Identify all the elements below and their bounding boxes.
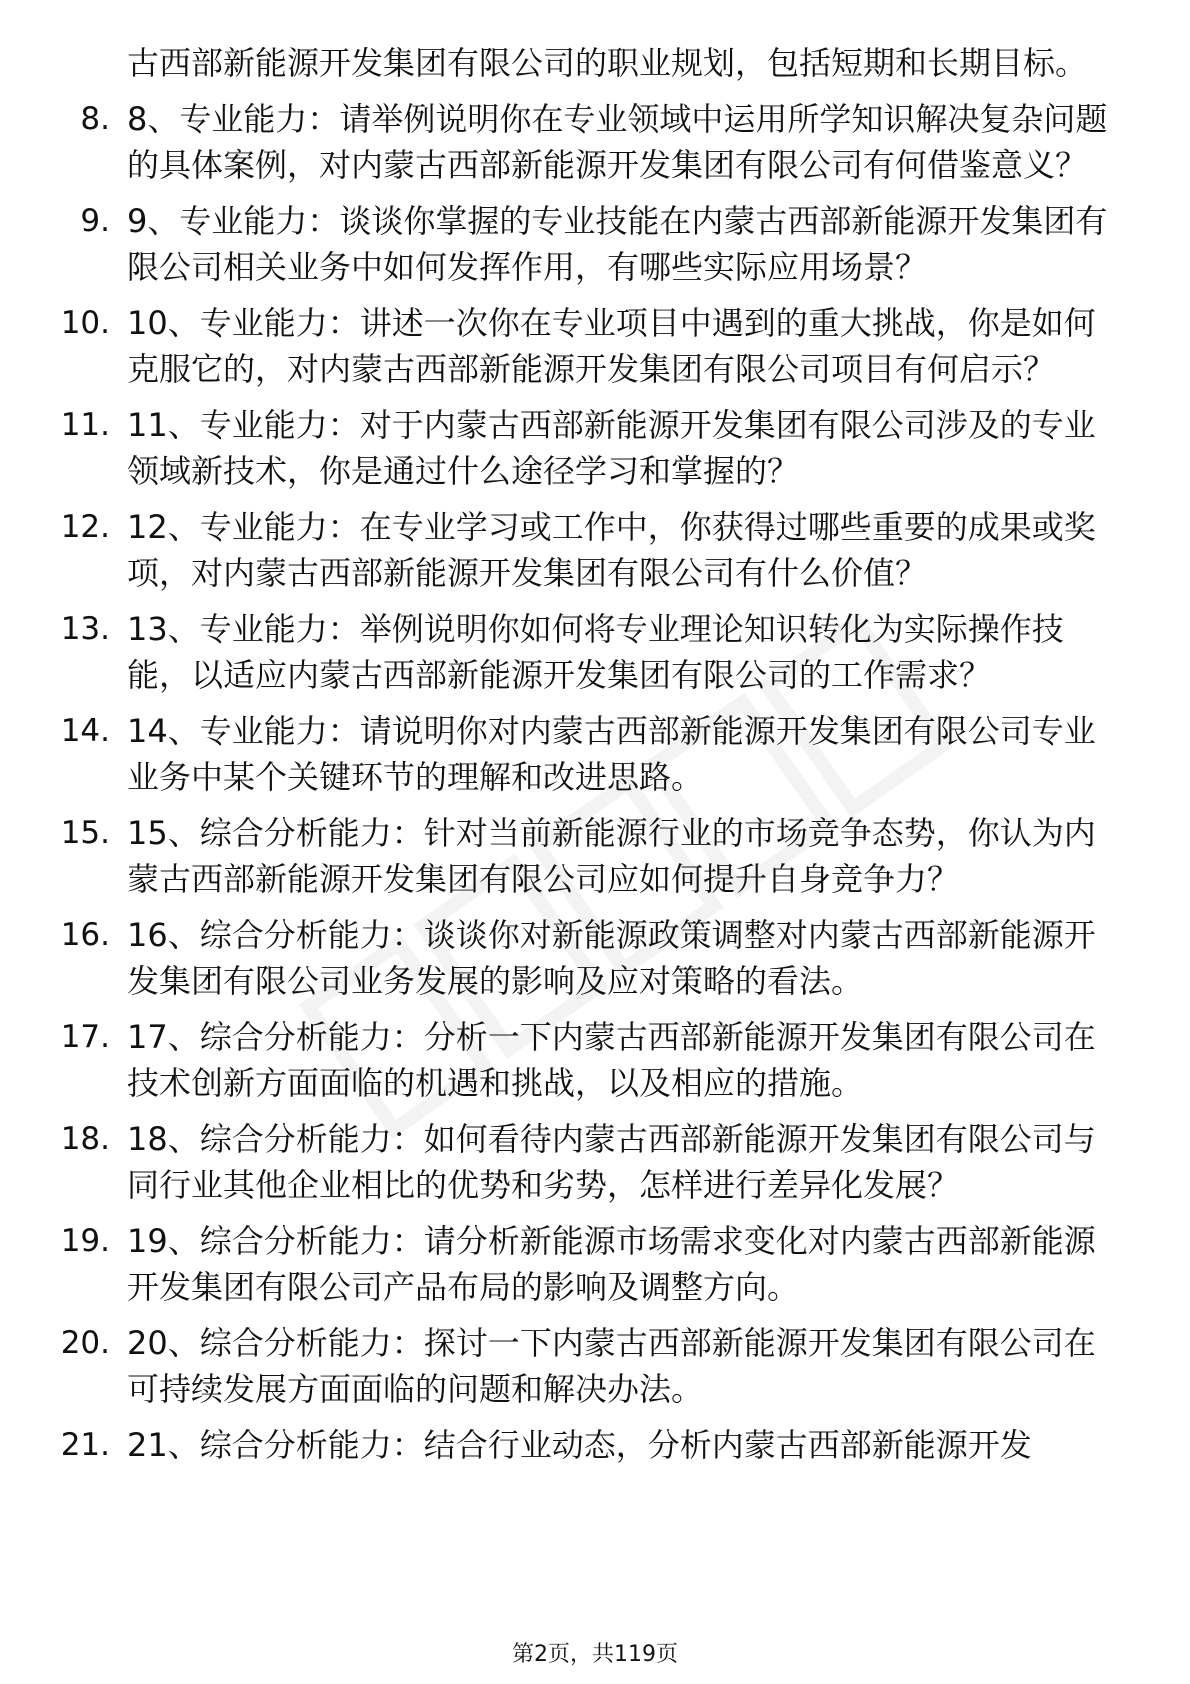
question-number: 8. bbox=[80, 101, 110, 137]
intro-continuation: 古西部新能源开发集团有限公司的职业规划，包括短期和长期目标。 bbox=[127, 44, 1088, 82]
list-item bbox=[0, 300, 1190, 392]
question-text: 8、专业能力：请举例说明你在专业领域中运用所学知识解决复杂问题的具体案例，对内蒙古西部新能源开发集团有限公司有何借鉴意义？ bbox=[127, 100, 1108, 184]
question-text: 13、专业能力：举例说明你如何将专业理论知识转化为实际操作技能，以适应内蒙古西部新能源开发集团有限公司的工作需求？ bbox=[127, 610, 1064, 694]
question-text: 15、综合分析能力：针对当前新能源行业的市场竞争态势，你认为内蒙古西部新能源开发集团有限公司应如何提升自身竞争力？ bbox=[127, 814, 1096, 898]
page-footer bbox=[0, 1640, 1190, 1670]
question-list bbox=[0, 96, 1190, 1468]
list-item bbox=[0, 1422, 1190, 1468]
list-item bbox=[0, 606, 1190, 698]
question-number: 20. bbox=[60, 1325, 110, 1361]
question-number: 15. bbox=[60, 815, 110, 851]
list-item bbox=[0, 1320, 1190, 1412]
question-number: 16. bbox=[60, 917, 110, 953]
question-number: 18. bbox=[60, 1121, 110, 1157]
list-item bbox=[0, 810, 1190, 902]
question-number: 21. bbox=[60, 1427, 110, 1463]
question-number: 13. bbox=[60, 611, 110, 647]
question-number: 9. bbox=[80, 203, 110, 239]
question-text: 16、综合分析能力：谈谈你对新能源政策调整对内蒙古西部新能源开发集团有限公司业务发展的影响及应对策略的看法。 bbox=[127, 916, 1096, 1000]
list-item bbox=[0, 912, 1190, 1004]
question-number: 19. bbox=[60, 1223, 110, 1259]
question-number: 17. bbox=[60, 1019, 110, 1055]
question-text: 21、综合分析能力：结合行业动态，分析内蒙古西部新能源开发 bbox=[127, 1426, 1032, 1464]
list-item bbox=[0, 504, 1190, 596]
question-text: 20、综合分析能力：探讨一下内蒙古西部新能源开发集团有限公司在可持续发展方面面临的问题和解决办法。 bbox=[127, 1324, 1096, 1408]
question-text: 17、综合分析能力：分析一下内蒙古西部新能源开发集团有限公司在技术创新方面面临的机遇和挑战，以及相应的措施。 bbox=[127, 1018, 1096, 1102]
question-number: 14. bbox=[60, 713, 110, 749]
question-text: 12、专业能力：在专业学习或工作中，你获得过哪些重要的成果或奖项，对内蒙古西部新能源开发集团有限公司有什么价值？ bbox=[127, 508, 1096, 592]
list-item bbox=[0, 402, 1190, 494]
list-item bbox=[0, 96, 1190, 188]
list-item bbox=[0, 708, 1190, 800]
question-text: 9、专业能力：谈谈你掌握的专业技能在内蒙古西部新能源开发集团有限公司相关业务中如何发挥作用，有哪些实际应用场景？ bbox=[127, 202, 1108, 286]
question-text: 14、专业能力：请说明你对内蒙古西部新能源开发集团有限公司专业业务中某个关键环节的理解和改进思路。 bbox=[127, 712, 1096, 796]
question-text: 18、综合分析能力：如何看待内蒙古西部新能源开发集团有限公司与同行业其他企业相比的优势和劣势，怎样进行差异化发展？ bbox=[127, 1120, 1096, 1204]
question-number: 12. bbox=[60, 509, 110, 545]
question-number: 10. bbox=[60, 305, 110, 341]
question-text: 19、综合分析能力：请分析新能源市场需求变化对内蒙古西部新能源开发集团有限公司产品布局的影响及调整方向。 bbox=[127, 1222, 1096, 1306]
list-item bbox=[0, 198, 1190, 290]
page-number-label: 第2页，共119页 bbox=[512, 1642, 678, 1667]
list-item bbox=[0, 1116, 1190, 1208]
document-body bbox=[0, 40, 1190, 1478]
question-text: 10、专业能力：讲述一次你在专业项目中遇到的重大挑战，你是如何克服它的，对内蒙古西部新能源开发集团有限公司项目有何启示？ bbox=[127, 304, 1096, 388]
list-item bbox=[0, 1014, 1190, 1106]
question-text: 11、专业能力：对于内蒙古西部新能源开发集团有限公司涉及的专业领域新技术，你是通过什么途径学习和掌握的？ bbox=[127, 406, 1096, 490]
list-item bbox=[0, 1218, 1190, 1310]
question-number: 11. bbox=[60, 407, 110, 443]
